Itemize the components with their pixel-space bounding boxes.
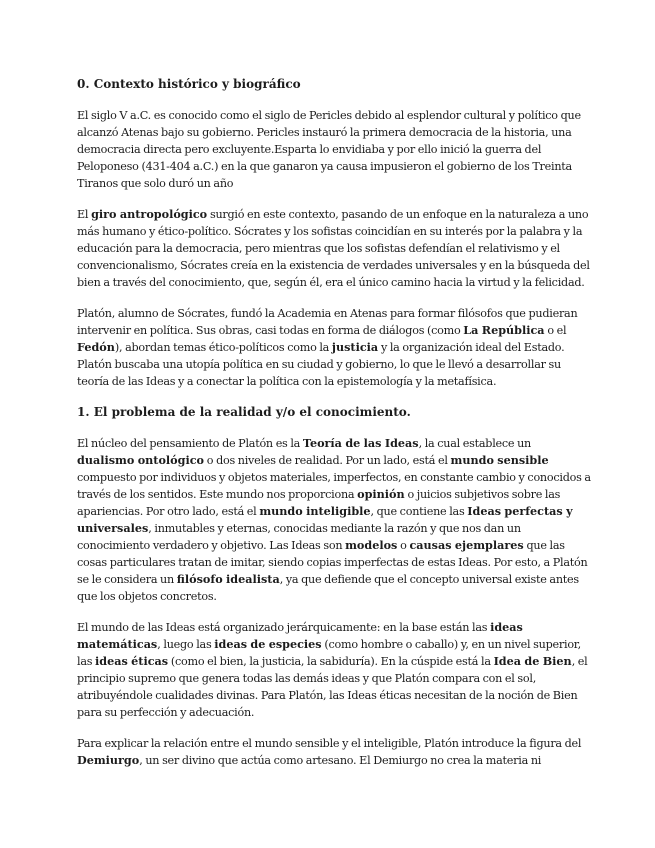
bold-term: Teoría de las Ideas [302, 436, 419, 450]
bold-term: modelos [345, 538, 398, 552]
section-heading-context: 0. Contexto histórico y biográfico [77, 77, 301, 91]
paragraph-demiurge: Para explicar la relación entre el mundo sensible y el inteligible, Platón introduce la figura del Demiurgo, un ser divino que actúa como artesano. El Demiurgo no crea la materia ni [77, 737, 582, 767]
paragraph-hierarchy-of-ideas: El mundo de las Ideas está organizado jerárquicamente: en la base están las ideas matemáticas, luego las ideas de especies (como hombre o caballo) y, en un nivel superior, las ideas éticas (como el bien, la justicia, la sabiduría). En la cúspide está la Idea de Bien, el principio supremo que genera todas las demás ideas y que Platón compara con el sol, atribuyéndole cualidades divinas. Para Platón, las Ideas éticas necesitan de la noción de Bien para su perfección y adecuación. [77, 620, 588, 719]
paragraph-plato-academy: Platón, alumno de Sócrates, fundó la Academia en Atenas para formar filósofos que pudieran intervenir en política. Sus obras, casi todas en forma de diálogos (como La República o el Fedón), abordan temas ético-políticos como la justicia y la organización ideal del Estado. Platón buscaba una utopía política en su ciudad y gobierno, lo que le llevó a desarrollar su teoría de las Ideas y a conectar la política con la epistemología y la metafísica. [77, 307, 578, 388]
bold-term: giro antropológico [91, 207, 208, 221]
paragraph-theory-of-ideas: El núcleo del pensamiento de Platón es la Teoría de las Ideas, la cual establece un dualismo ontológico o dos niveles de realidad. Por un lado, está el mundo sensible compuesto por individuos y objetos materiales, imperfectos, en constante cambio y conocidos a través de los sentidos. Este mundo nos proporciona opinión o juicios subjetivos sobre las apariencias. Por otro lado, está el mundo inteligible, que contiene las Ideas perfectas y universales, inmutables y eternas, conocidas mediante la razón y que nos dan un conocimiento verdadero y objetivo. Las Ideas son modelos o causas ejemplares que las cosas particulares tratan de imitar, siendo copias imperfectas de estas Ideas. Por esto, a Platón se le considera un filósofo idealista, ya que defiende que el concepto universal existe antes que los objetos concretos. [77, 436, 591, 603]
bold-term: Fedón [77, 340, 115, 354]
bold-term: Idea de Bien [493, 654, 572, 668]
bold-term: ideas de especies [214, 637, 322, 651]
bold-term: Ideas perfectas y universales [77, 504, 573, 535]
bold-term: dualismo ontológico [77, 453, 204, 467]
bold-term: mundo sensible [450, 453, 549, 467]
paragraph-anthropological-turn: El giro antropológico surgió en este contexto, pasando de un enfoque en la naturaleza a uno más humano y ético-político. Sócrates y los sofistas coincidían en su interés por la palabra y la educación para la democracia, pero mientras que los sofistas defendían el relativismo y el convencionalismo, Sócrates creía en la existencia de verdades universales y en la búsqueda del bien a través del conocimiento, que, según él, era el único camino hacia la virtud y la felicidad. [77, 207, 590, 289]
bold-term: ideas éticas [95, 654, 169, 668]
paragraph-pericles: El siglo V a.C. es conocido como el siglo de Pericles debido al esplendor cultural y político que alcanzó Atenas bajo su gobierno. Pericles instauró la primera democracia de la historia, una democracia directa pero excluyente.Esparta lo envidiaba y por ello inició la guerra del Peloponeso (431-404 a.C.) en la que ganaron ya causa impusieron el gobierno de los Treinta Tiranos que solo duró un año [77, 109, 581, 190]
bold-term: justicia [331, 340, 379, 354]
bold-term: causas ejemplares [409, 538, 524, 552]
bold-term: mundo inteligible [259, 504, 371, 518]
section-heading-reality: 1. El problema de la realidad y/o el conocimiento. [77, 405, 411, 419]
bold-term: Demiurgo [77, 753, 140, 767]
bold-term: filósofo idealista [176, 572, 280, 586]
bold-term: La República [463, 323, 545, 337]
bold-term: opinión [357, 487, 405, 501]
bold-term: ideas matemáticas [77, 620, 523, 651]
